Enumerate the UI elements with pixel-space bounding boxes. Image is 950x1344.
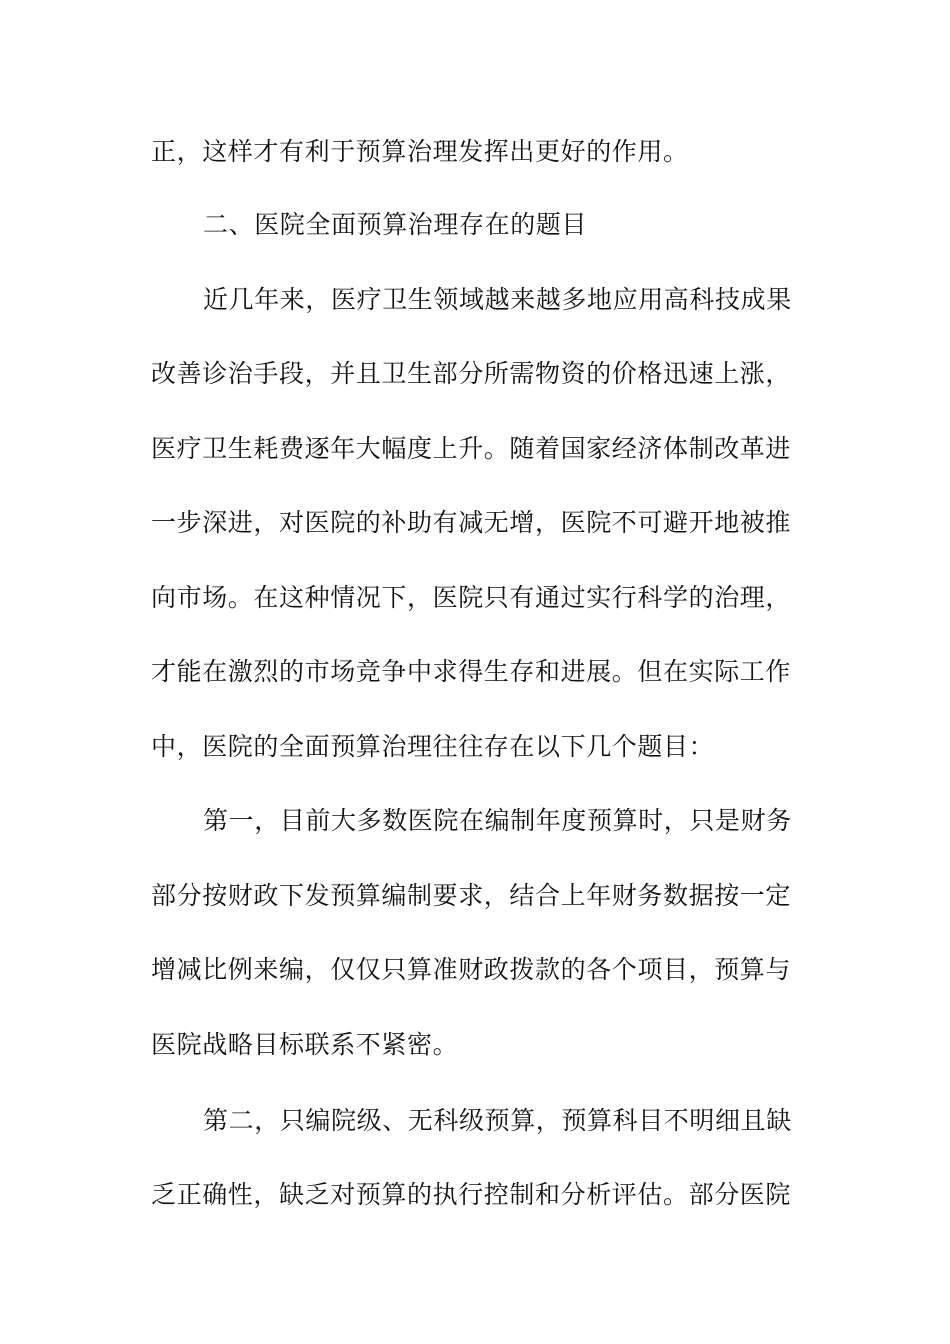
- section-heading: 二、医院全面预算治理存在的题目: [203, 210, 588, 239]
- text-line: 才能在激烈的市场竞争中求得生存和进展。但在实际工作: [151, 657, 792, 686]
- text-line: 近几年来，医疗卫生领域越来越多地应用高科技成果: [203, 285, 792, 314]
- text-line: 一步深进，对医院的补助有减无增，医院不可避开地被推: [151, 508, 792, 537]
- text-line: 中，医院的全面预算治理往往存在以下几个题目：: [151, 732, 715, 761]
- text-line: 医院战略目标联系不紧密。: [151, 1030, 459, 1059]
- text-line: 乏正确性，缺乏对预算的执行控制和分析评估。部分医院: [151, 1180, 792, 1209]
- text-line: 正，这样才有利于预算治理发挥出更好的作用。: [151, 137, 689, 166]
- text-line: 改善诊治手段，并且卫生部分所需物资的价格迅速上涨，: [151, 359, 792, 388]
- text-line: 向市场。在这种情况下，医院只有通过实行科学的治理，: [151, 583, 792, 612]
- text-line: 第二，只编院级、无科级预算，预算科目不明细且缺: [203, 1106, 792, 1135]
- text-line: 第一，目前大多数医院在编制年度预算时，只是财务: [203, 806, 792, 835]
- text-line: 增减比例来编，仅仅只算准财政拨款的各个项目，预算与: [151, 955, 792, 984]
- text-line: 医疗卫生耗费逐年大幅度上升。随着国家经济体制改革进: [151, 434, 792, 463]
- text-line: 部分按财政下发预算编制要求，结合上年财务数据按一定: [151, 881, 792, 910]
